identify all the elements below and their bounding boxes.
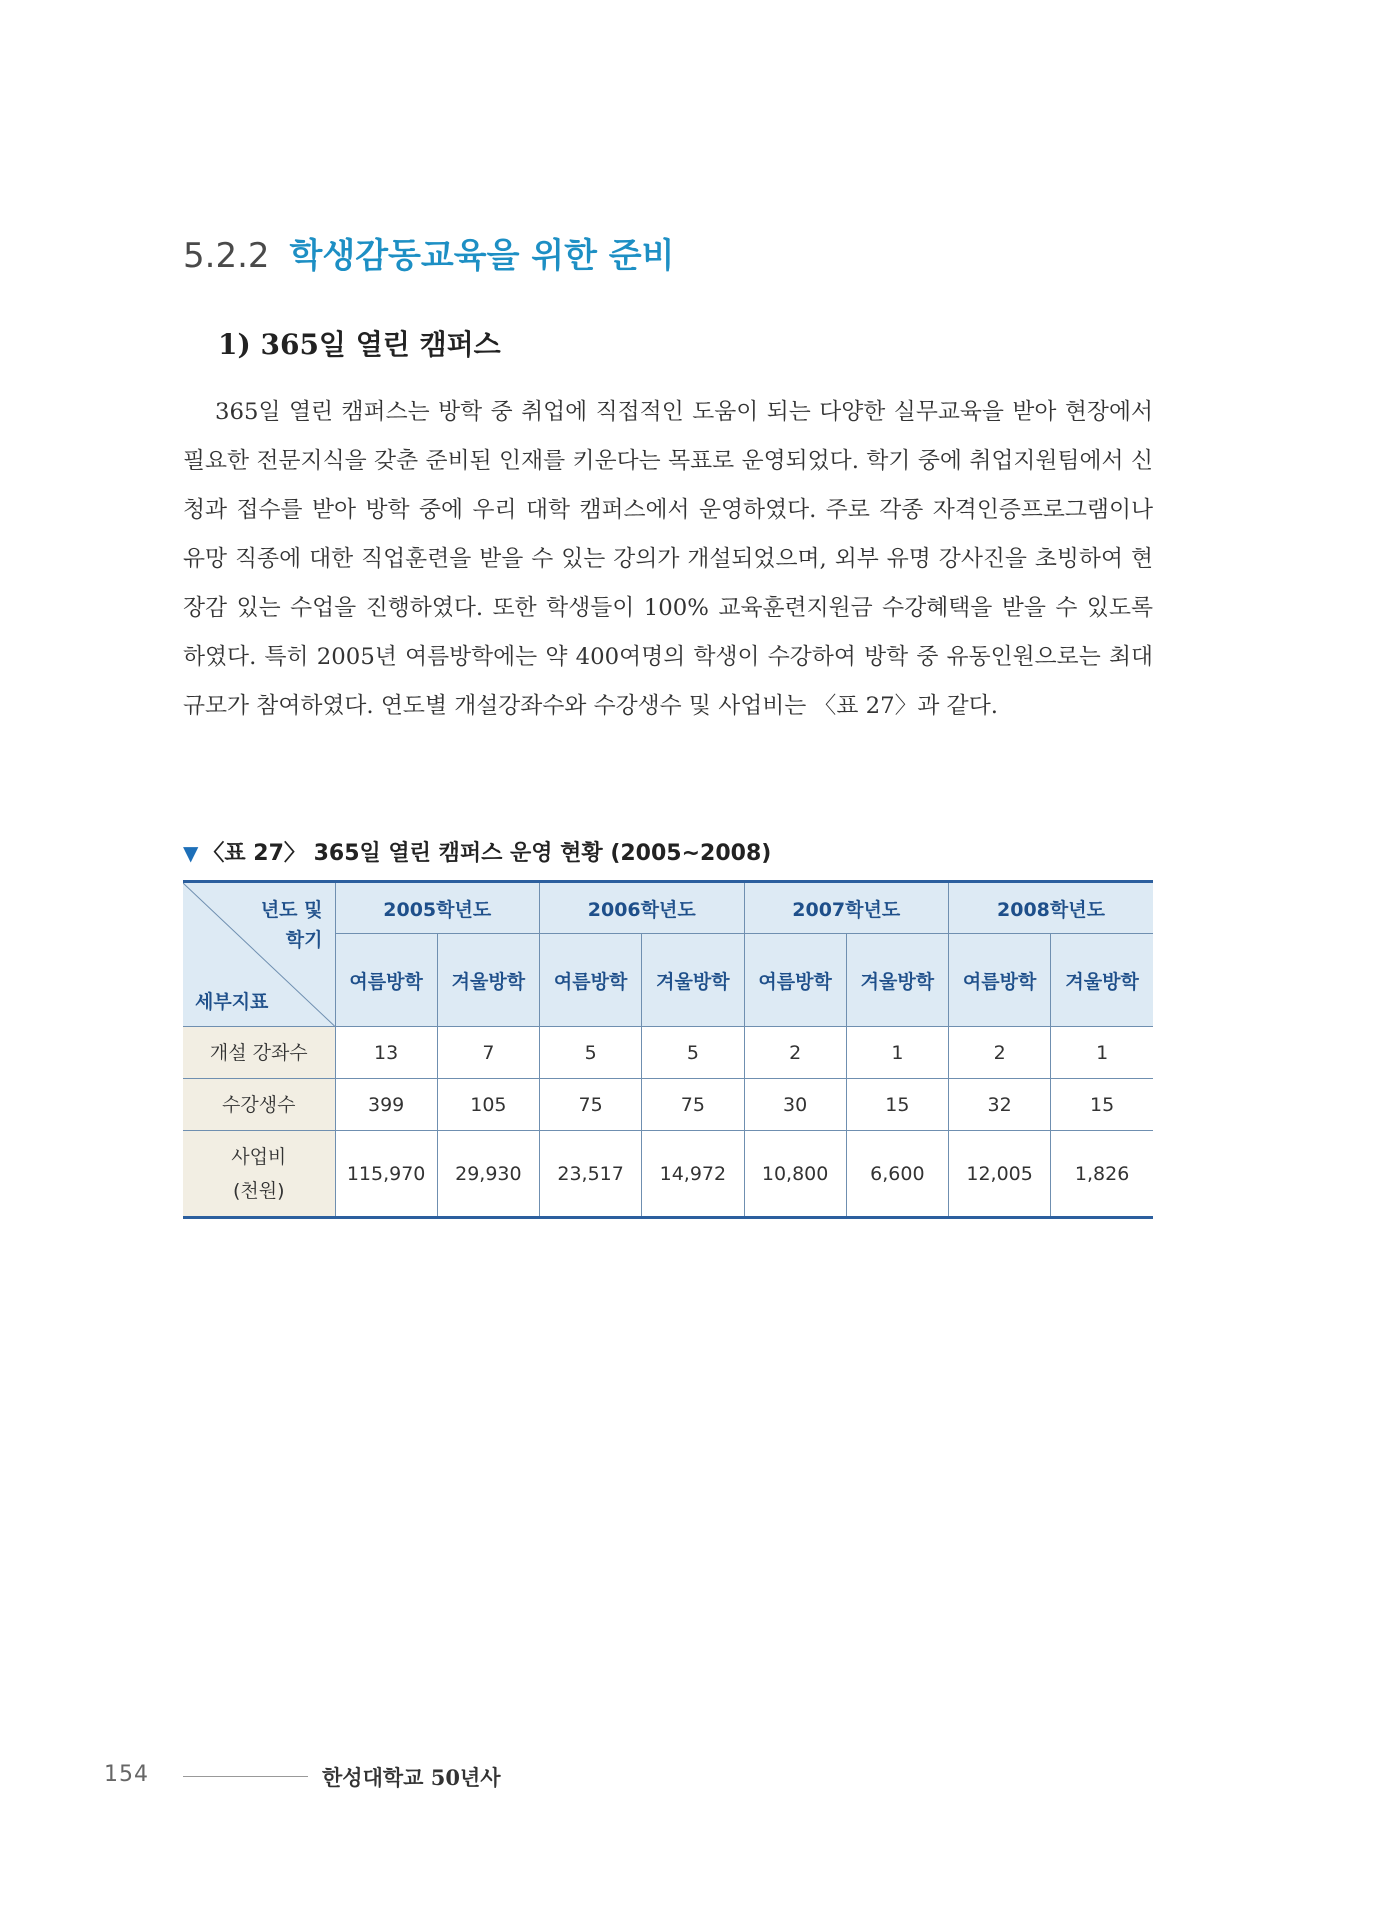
table-cell: 14,972 [642,1131,744,1218]
term-header: 여름방학 [949,934,1051,1027]
row-label-line1: 사업비 [231,1145,287,1168]
row-label: 수강생수 [183,1079,335,1131]
table-corner-header [183,882,335,1027]
table-caption-text: 〈표 27〉 365일 열린 캠퍼스 운영 현황 (2005~2008) [202,841,772,866]
body-paragraph: 365일 열린 캠퍼스는 방학 중 취업에 직접적인 도움이 되는 다양한 실무교육을 받아 현장에서 필요한 전문지식을 갖춘 준비된 인재를 키운다는 목표로 운영되었다. 학기 중에 취업지원팀에서 신청과 접수를 받아 방학 중에 우리 대학 캠퍼스에서 운영하였다. 주로 각종 자격인증프로그램이나 유망 직종에 대한 직업훈련을 받을 수 있는 강의가 개설되었으며, 외부 유명 강사진을 초빙하여 현장감 있는 수업을 진행하였다. 또한 학생들이 100% 교육훈련지원금 수강혜택을 받을 수 있도록 하였다. 특히 2005년 여름방학에는 약 400여명의 학생이 수강하여 방학 중 유동인원으로는 최대 규모가 참여하였다. 연도별 개설강좌수와 수강생수 및 사업비는 〈표 27〉과 같다. [183,399,1153,719]
table-cell: 2 [744,1027,846,1079]
term-header: 여름방학 [744,934,846,1027]
table-row [183,1079,1153,1131]
row-label: 개설 강좌수 [183,1027,335,1079]
book-title: 한성대학교 50년사 [322,1765,501,1790]
table-cell: 399 [335,1079,437,1131]
campus-operation-table [183,880,1153,1219]
corner-label-line2: 학기 [285,929,323,951]
corner-indicator-label: 세부지표 [195,991,269,1013]
term-header: 여름방학 [335,934,437,1027]
year-header: 2005학년도 [335,882,540,934]
table-cell: 5 [540,1027,642,1079]
table-row [183,1027,1153,1079]
table-caption [183,836,771,867]
table-cell: 10,800 [744,1131,846,1218]
row-label [183,1131,335,1218]
term-header: 겨울방학 [1051,934,1153,1027]
table-cell: 23,517 [540,1131,642,1218]
year-header: 2006학년도 [540,882,745,934]
subsection-title: 1) 365일 열린 캠퍼스 [218,328,501,361]
table-cell: 13 [335,1027,437,1079]
table-cell: 1 [1051,1027,1153,1079]
table-cell: 6,600 [846,1131,948,1218]
table-cell: 5 [642,1027,744,1079]
table-cell: 15 [1051,1079,1153,1131]
table-cell: 105 [437,1079,539,1131]
term-header: 겨울방학 [846,934,948,1027]
table-cell: 1 [846,1027,948,1079]
section-title: 학생감동교육을 위한 준비 [289,236,675,276]
term-header: 겨울방학 [642,934,744,1027]
table-cell: 29,930 [437,1131,539,1218]
table-cell: 30 [744,1079,846,1131]
table-cell: 75 [540,1079,642,1131]
section-heading [183,228,674,277]
term-header: 여름방학 [540,934,642,1027]
page-number: 154 [104,1762,149,1787]
corner-year-term-label [261,895,323,955]
footer-divider [183,1776,308,1777]
year-header: 2007학년도 [744,882,949,934]
corner-label-line1: 년도 및 [260,899,323,921]
section-number: 5.2.2 [183,236,270,276]
table-cell: 15 [846,1079,948,1131]
table-row [183,1131,1153,1218]
table-cell: 75 [642,1079,744,1131]
table-cell: 32 [949,1079,1051,1131]
term-header: 겨울방학 [437,934,539,1027]
table-cell: 7 [437,1027,539,1079]
table-cell: 1,826 [1051,1131,1153,1218]
row-label-line2: (천원) [232,1179,285,1202]
table-cell: 12,005 [949,1131,1051,1218]
year-header: 2008학년도 [949,882,1154,934]
triangle-bullet-icon: ▼ [183,841,199,865]
table-cell: 115,970 [335,1131,437,1218]
table-cell: 2 [949,1027,1051,1079]
